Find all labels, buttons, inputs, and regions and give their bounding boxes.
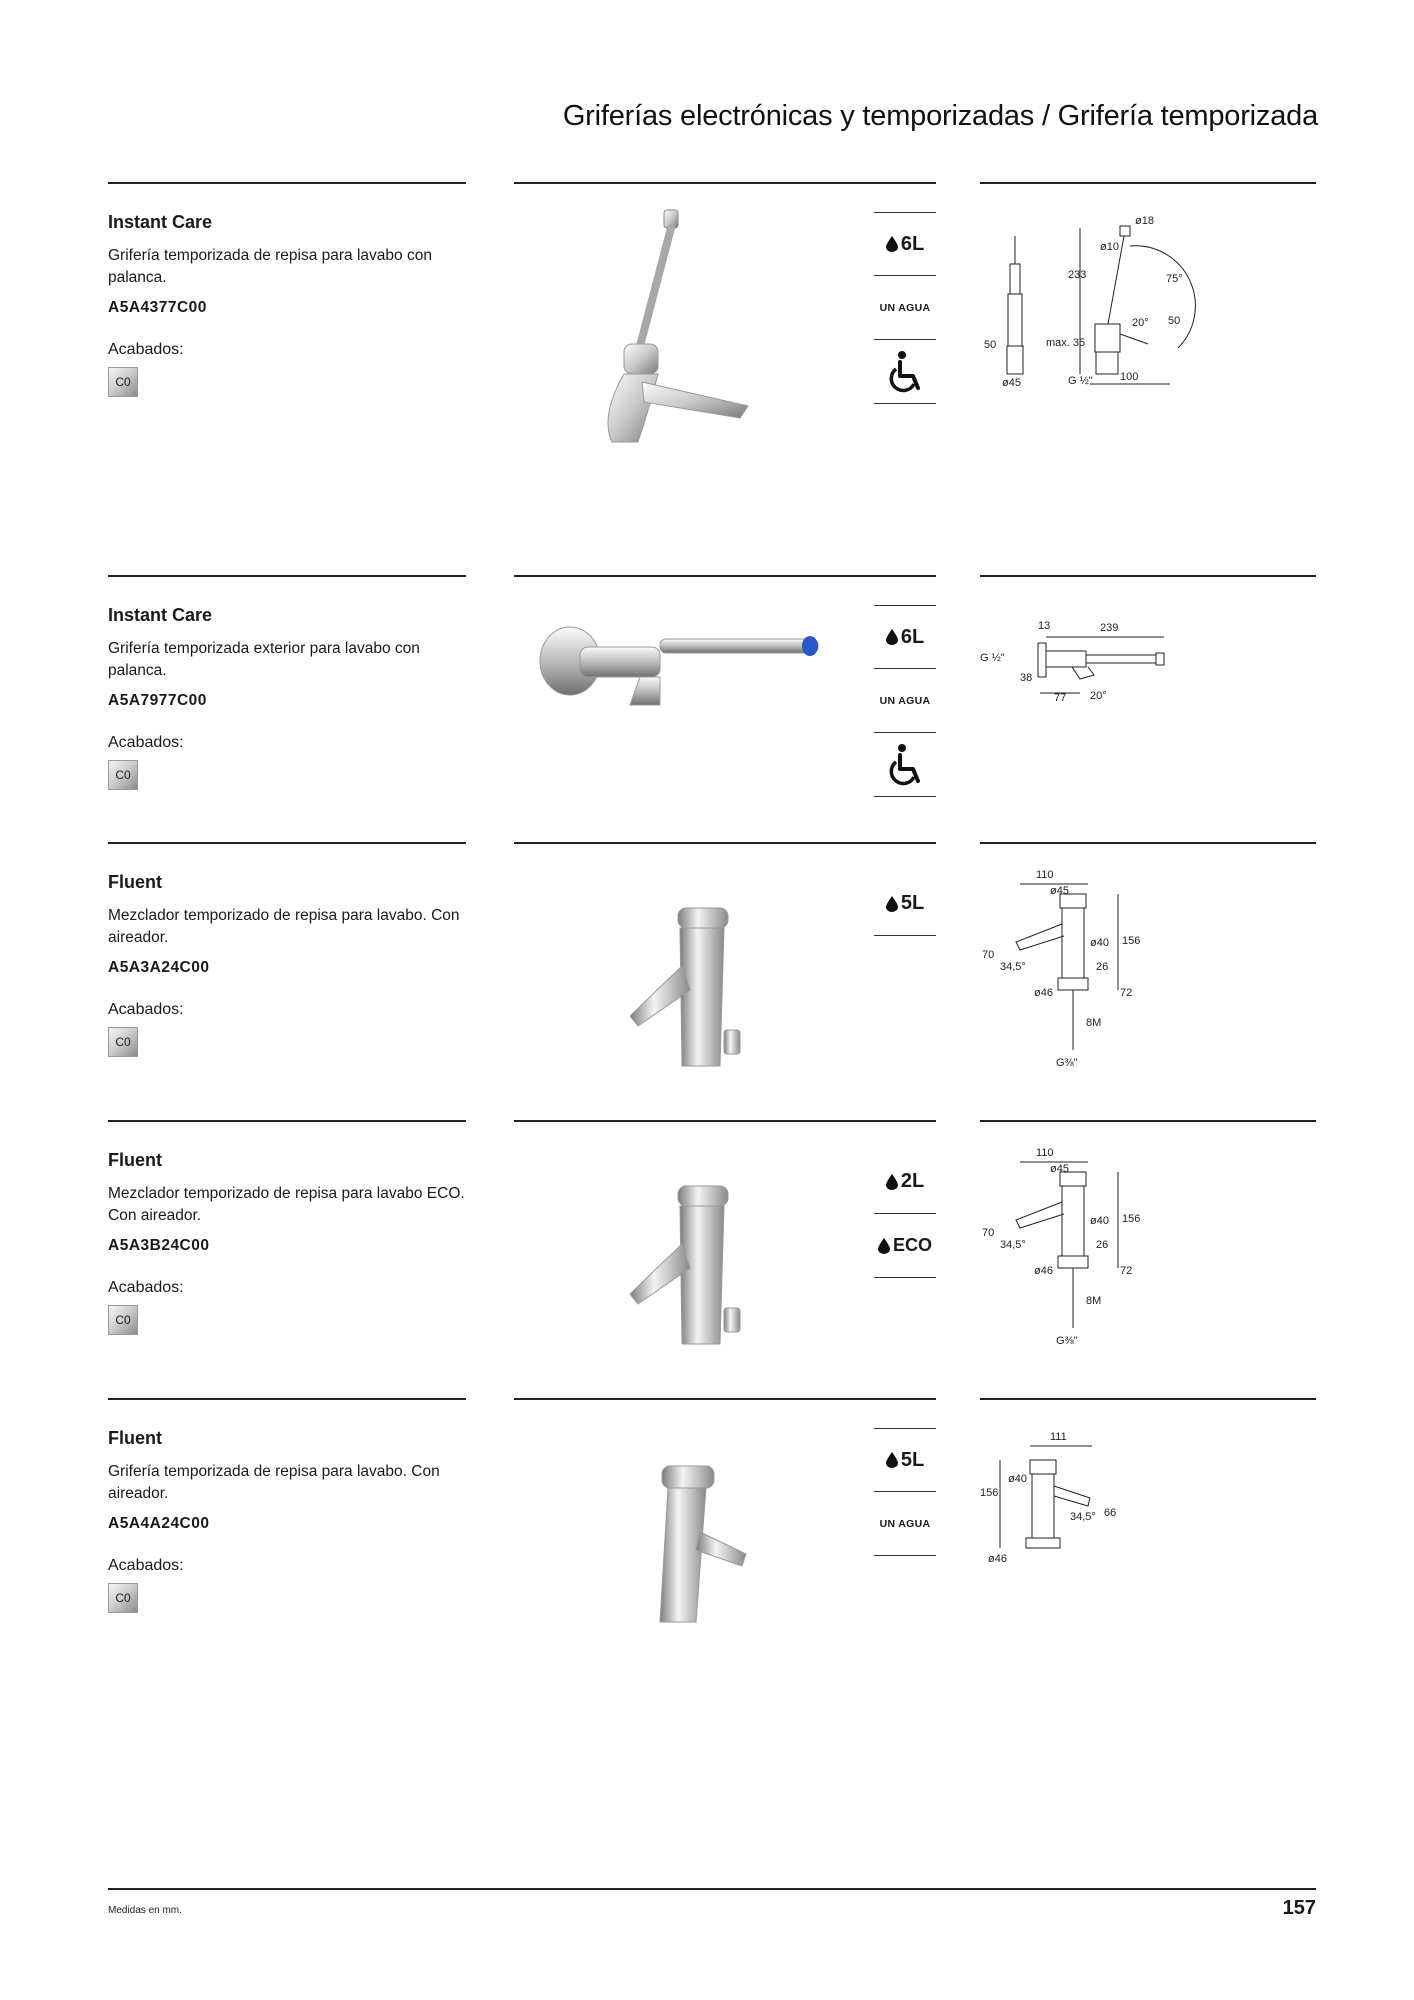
divider	[980, 182, 1316, 184]
svg-text:13: 13	[1038, 620, 1051, 632]
finishes-label: Acabados:	[108, 1001, 184, 1018]
page-number: 157	[1282, 1897, 1316, 1919]
svg-text:34,5°: 34,5°	[1000, 961, 1026, 973]
eco-badge: ECO	[874, 1214, 936, 1278]
svg-text:110: 110	[1036, 869, 1054, 881]
svg-text:70: 70	[982, 1227, 995, 1239]
accessibility-badge	[874, 733, 936, 797]
finish-swatch: C0	[108, 1583, 138, 1613]
svg-text:8M: 8M	[1086, 1017, 1102, 1029]
wheelchair-icon	[885, 743, 925, 787]
technical-drawing	[980, 866, 1200, 1086]
product-name: Fluent	[108, 1150, 162, 1170]
technical-drawing	[980, 206, 1200, 426]
product-entry	[0, 182, 1414, 452]
product-description: Grifería temporizada de repisa para lavabo. Con aireador.	[108, 1463, 440, 1502]
product-photo	[520, 1422, 850, 1662]
divider	[514, 1398, 936, 1400]
product-description: Mezclador temporizado de repisa para lavabo. Con aireador.	[108, 907, 460, 946]
water-type-badge: UN AGUA	[874, 669, 936, 733]
svg-text:ø40: ø40	[1008, 1473, 1027, 1485]
svg-text:26: 26	[1096, 1239, 1109, 1251]
svg-text:34,5°: 34,5°	[1070, 1511, 1096, 1523]
water-drop-icon	[886, 236, 898, 252]
svg-text:ø10: ø10	[1100, 241, 1119, 253]
svg-text:ø18: ø18	[1135, 215, 1154, 227]
divider	[980, 575, 1316, 577]
product-code: A5A4A24C00	[108, 1515, 210, 1532]
svg-text:ø46: ø46	[988, 1553, 1007, 1565]
divider	[980, 1120, 1316, 1122]
svg-text:8M: 8M	[1086, 1295, 1102, 1307]
divider	[108, 1398, 466, 1400]
finishes-label: Acabados:	[108, 734, 184, 751]
product-name: Instant Care	[108, 605, 213, 625]
svg-text:239: 239	[1100, 622, 1119, 634]
svg-text:233: 233	[1068, 269, 1087, 281]
flow-badge: 6L	[874, 212, 936, 276]
badge-column	[874, 1428, 936, 1556]
product-description: Grifería temporizada exterior para lavabo con palanca.	[108, 640, 420, 679]
svg-text:ø45: ø45	[1050, 1163, 1069, 1175]
page-title: Griferías electrónicas y temporizadas / Grifería temporizada	[562, 100, 1318, 132]
svg-text:70: 70	[982, 949, 995, 961]
divider	[980, 1398, 1316, 1400]
product-description: Mezclador temporizado de repisa para lavabo ECO. Con aireador.	[108, 1185, 465, 1224]
technical-drawing	[980, 599, 1200, 819]
water-type-badge: UN AGUA	[874, 1492, 936, 1556]
svg-text:100: 100	[1120, 371, 1139, 383]
svg-text:G ½": G ½"	[1068, 375, 1093, 387]
badge-column	[874, 212, 936, 404]
product-code: A5A3A24C00	[108, 959, 210, 976]
svg-text:75°: 75°	[1166, 273, 1183, 285]
svg-text:72: 72	[1120, 1265, 1133, 1277]
footer-divider	[108, 1888, 1316, 1890]
flow-badge: 5L	[874, 1428, 936, 1492]
svg-text:ø45: ø45	[1050, 885, 1069, 897]
svg-text:ø45: ø45	[1002, 377, 1021, 389]
svg-text:ø46: ø46	[1034, 987, 1053, 999]
svg-text:ø40: ø40	[1090, 937, 1109, 949]
water-drop-icon	[886, 629, 898, 645]
product-photo	[520, 599, 850, 839]
product-name: Instant Care	[108, 212, 213, 232]
svg-text:156: 156	[1122, 1213, 1141, 1225]
product-name: Fluent	[108, 872, 162, 892]
svg-text:max. 35: max. 35	[1046, 337, 1086, 349]
technical-drawing	[980, 1144, 1200, 1364]
svg-text:110: 110	[1036, 1147, 1054, 1159]
product-code: A5A4377C00	[108, 299, 207, 316]
badge-column	[874, 605, 936, 797]
svg-text:156: 156	[980, 1487, 999, 1499]
product-photo	[520, 206, 850, 446]
product-entry	[0, 1120, 1414, 1390]
svg-text:66: 66	[1104, 1507, 1117, 1519]
water-drop-icon	[886, 896, 898, 912]
product-photo	[520, 1144, 850, 1384]
water-drop-icon	[886, 1174, 898, 1190]
wheelchair-icon	[885, 350, 925, 394]
flow-badge: 2L	[874, 1150, 936, 1214]
flow-badge: 6L	[874, 605, 936, 669]
finishes-label: Acabados:	[108, 1279, 184, 1296]
svg-text:ø46: ø46	[1034, 1265, 1053, 1277]
product-entry	[0, 575, 1414, 845]
product-code: A5A3B24C00	[108, 1237, 210, 1254]
water-drop-icon	[886, 1452, 898, 1468]
svg-text:G⅜": G⅜"	[1056, 1057, 1078, 1069]
svg-text:20°: 20°	[1132, 317, 1149, 329]
accessibility-badge	[874, 340, 936, 404]
water-type-badge: UN AGUA	[874, 276, 936, 340]
svg-text:20°: 20°	[1090, 690, 1107, 702]
finish-swatch: C0	[108, 367, 138, 397]
divider	[108, 842, 466, 844]
svg-text:38: 38	[1020, 672, 1033, 684]
product-entry	[0, 842, 1414, 1112]
product-photo	[520, 866, 850, 1106]
divider	[108, 575, 466, 577]
svg-text:156: 156	[1122, 935, 1141, 947]
svg-text:26: 26	[1096, 961, 1109, 973]
svg-text:50: 50	[984, 339, 997, 351]
divider	[108, 182, 466, 184]
svg-text:ø40: ø40	[1090, 1215, 1109, 1227]
water-drop-icon	[878, 1238, 890, 1254]
badge-column	[874, 872, 936, 936]
product-description: Grifería temporizada de repisa para lavabo con palanca.	[108, 247, 432, 286]
finish-swatch: C0	[108, 1027, 138, 1057]
divider	[514, 575, 936, 577]
svg-text:34,5°: 34,5°	[1000, 1239, 1026, 1251]
flow-badge: 5L	[874, 872, 936, 936]
svg-text:77: 77	[1054, 692, 1067, 704]
finishes-label: Acabados:	[108, 341, 184, 358]
product-entry	[0, 1398, 1414, 1668]
svg-text:G⅜": G⅜"	[1056, 1335, 1078, 1347]
finish-swatch: C0	[108, 760, 138, 790]
finish-swatch: C0	[108, 1305, 138, 1335]
measurement-note: Medidas en mm.	[108, 1905, 182, 1916]
badge-column	[874, 1150, 936, 1278]
technical-drawing	[980, 1422, 1200, 1642]
svg-text:G ½": G ½"	[980, 652, 1005, 664]
divider	[980, 842, 1316, 844]
divider	[108, 1120, 466, 1122]
svg-text:50: 50	[1168, 315, 1181, 327]
divider	[514, 1120, 936, 1122]
svg-text:72: 72	[1120, 987, 1133, 999]
divider	[514, 842, 936, 844]
divider	[514, 182, 936, 184]
product-name: Fluent	[108, 1428, 162, 1448]
product-code: A5A7977C00	[108, 692, 207, 709]
finishes-label: Acabados:	[108, 1557, 184, 1574]
svg-text:111: 111	[1050, 1431, 1067, 1443]
